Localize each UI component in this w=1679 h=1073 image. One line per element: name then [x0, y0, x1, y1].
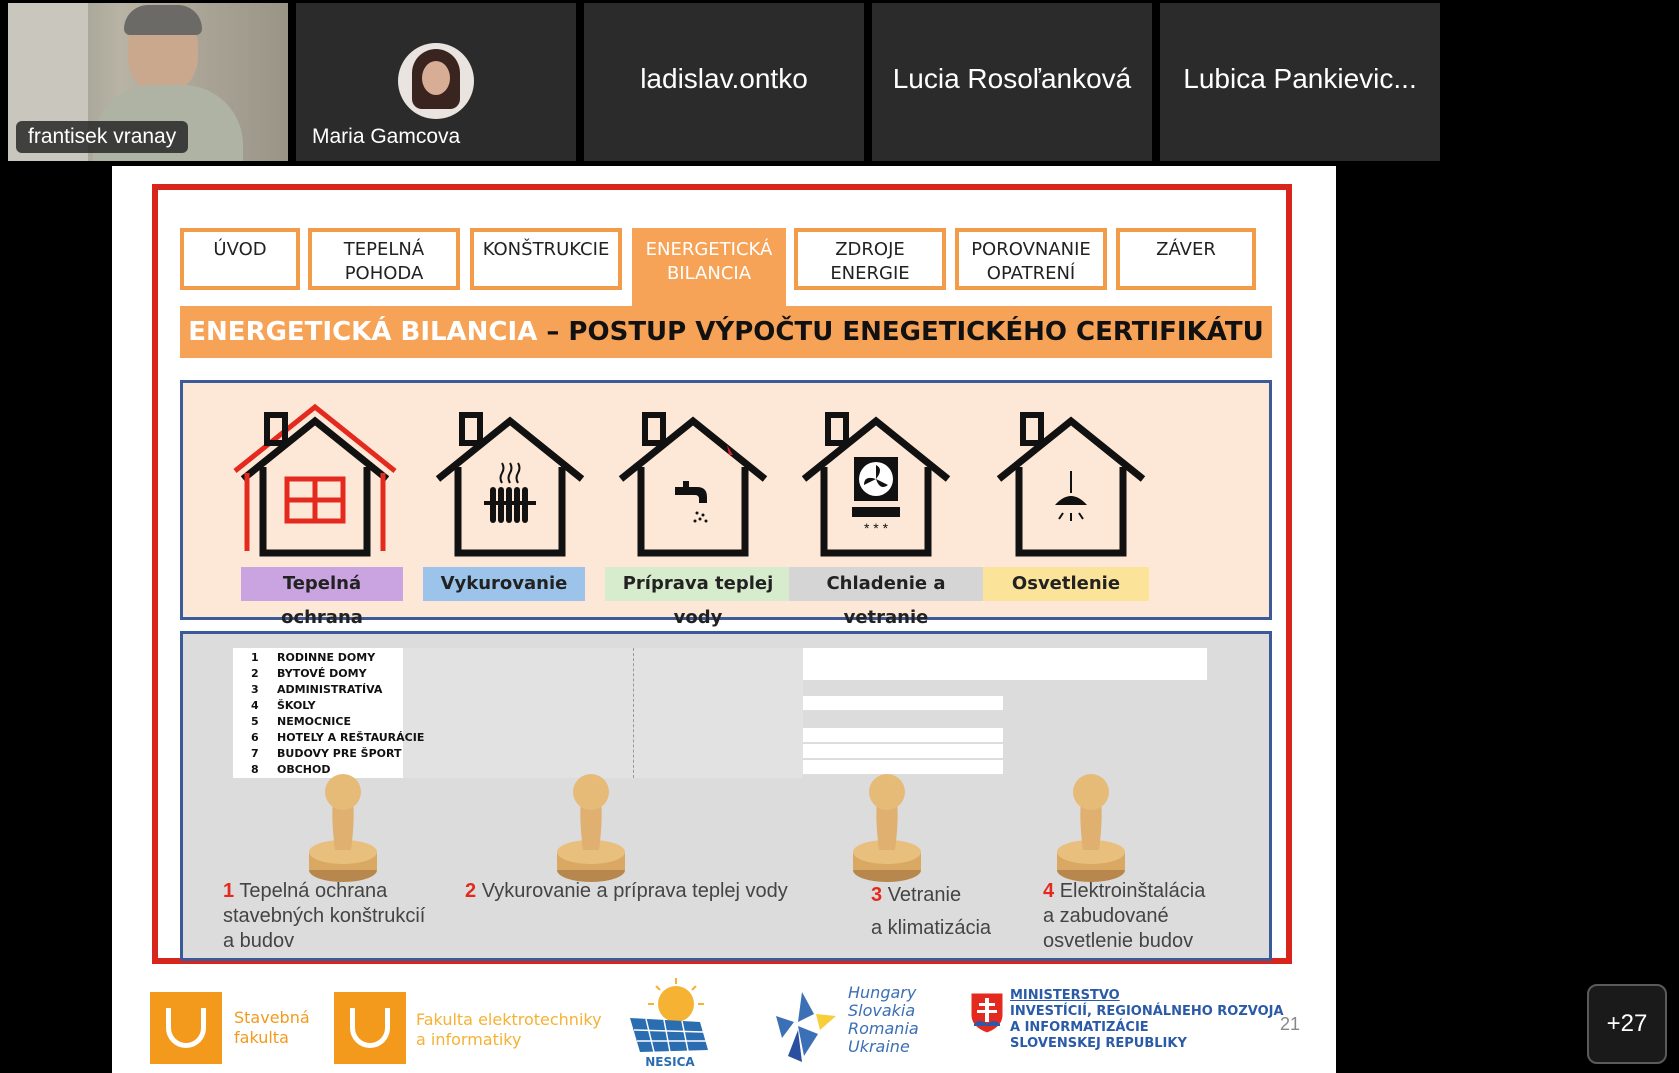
- house-window-icon: [225, 401, 405, 561]
- participant-name: Maria Gamcova: [312, 125, 461, 148]
- table-row: 8 OBCHOD: [251, 763, 331, 776]
- stamp-icon: [1041, 770, 1141, 890]
- participant-name: Lubica Pankievic...: [1183, 63, 1417, 94]
- stamp-icon: [837, 770, 937, 890]
- house-label: Vykurovanie: [423, 567, 585, 601]
- table-row: 7 BUDOVY PRE ŠPORT: [251, 747, 402, 760]
- lamp-icon: [981, 401, 1161, 561]
- ministry-logo-text: MINISTERSTVO INVESTÍCIÍ, REGIONÁLNEHO ROZVOJA A INFORMATIZÁCIE SLOVENSKEJ REPUBLIKY: [1010, 988, 1284, 1051]
- participant-tile-2[interactable]: [296, 3, 576, 161]
- table-row: 5 NEMOCNICE: [251, 715, 351, 728]
- house-label: Príprava teplej vody: [605, 567, 791, 601]
- nesica-logo: [620, 978, 720, 1068]
- tab-konstrukcie: KONŠTRUKCIE: [470, 228, 622, 290]
- tab-zaver: ZÁVER: [1116, 228, 1256, 290]
- fei-logo: [334, 992, 406, 1064]
- more-participants-button[interactable]: +27: [1587, 984, 1667, 1064]
- house-label: Osvetlenie: [983, 567, 1149, 601]
- slide-title: ENERGETICKÁ BILANCIA – POSTUP VÝPOČTU ENEGETICKÉHO CERTIFIKÁTU: [180, 306, 1272, 358]
- stamp-caption-1: 1 Tepelná ochrana stavebných konštrukcií a budov: [223, 880, 426, 952]
- house-label: Tepelná ochrana: [241, 567, 403, 601]
- tab-energeticka-bilancia: ENERGETICKÁ BILANCIA: [632, 228, 786, 324]
- table-row: 3 ADMINISTRATÍVA: [251, 683, 383, 696]
- table-row: 6 HOTELY A REŠTAURÁCIE: [251, 731, 425, 744]
- stamp-caption-2: 2 Vykurovanie a príprava teplej vody: [465, 880, 788, 902]
- participant-tile-5[interactable]: [1160, 3, 1440, 161]
- avatar: [398, 43, 474, 119]
- building-types-table: [233, 648, 1207, 778]
- logo-text-stavebna: Stavebná fakulta: [234, 1008, 310, 1047]
- shared-slide: [112, 166, 1336, 1073]
- stavebna-fakulta-logo: [150, 992, 222, 1064]
- table-row: 1 RODINNE DOMY: [251, 651, 376, 664]
- stamp-icon: [541, 770, 641, 890]
- tab-tepelna-pohoda: TEPELNÁ POHODA: [308, 228, 460, 290]
- husk-logo-icon: [768, 986, 838, 1066]
- table-row: 4 ŠKOLY: [251, 699, 316, 712]
- slovakia-coat-of-arms-icon: [970, 992, 1004, 1034]
- slide-frame: [152, 184, 1292, 964]
- participant-name: frantisek vranay: [16, 121, 188, 153]
- participant-name: Lucia Rosoľanková: [892, 63, 1132, 94]
- husk-logo-text: Hungary Slovakia Romania Ukraine: [848, 983, 919, 1056]
- stamp-caption-3: 3 Vetranie a klimatizácia: [871, 884, 992, 939]
- stamps-panel: [180, 631, 1272, 961]
- houses-panel: [180, 380, 1272, 628]
- participant-tile-4[interactable]: [872, 3, 1152, 161]
- faucet-icon: [603, 401, 783, 561]
- tab-uvod: ÚVOD: [180, 228, 300, 290]
- logo-text-fei: Fakulta elektrotechniky a informatiky: [416, 1010, 602, 1049]
- nesica-label: NESICA: [645, 1055, 695, 1068]
- fan-icon: [786, 401, 966, 561]
- slide-page-number: 21: [1280, 1014, 1301, 1034]
- stamp-caption-4: 4 Elektroinštalácia a zabudované osvetlenie budov: [1043, 880, 1206, 952]
- table-row: 2 BYTOVÉ DOMY: [251, 667, 367, 680]
- participant-tile-3[interactable]: [584, 3, 864, 161]
- house-label: Chladenie a vetranie: [789, 567, 983, 601]
- tab-porovnanie-opatreni: POROVNANIE OPATRENÍ: [955, 228, 1107, 290]
- participant-name: ladislav.ontko: [640, 63, 808, 94]
- stamp-icon: [293, 770, 393, 890]
- radiator-icon: [420, 401, 600, 561]
- svg-text:* * *: * * *: [863, 520, 889, 536]
- tab-zdroje-energie: ZDROJE ENERGIE: [794, 228, 946, 290]
- participant-tile-1[interactable]: [8, 3, 288, 161]
